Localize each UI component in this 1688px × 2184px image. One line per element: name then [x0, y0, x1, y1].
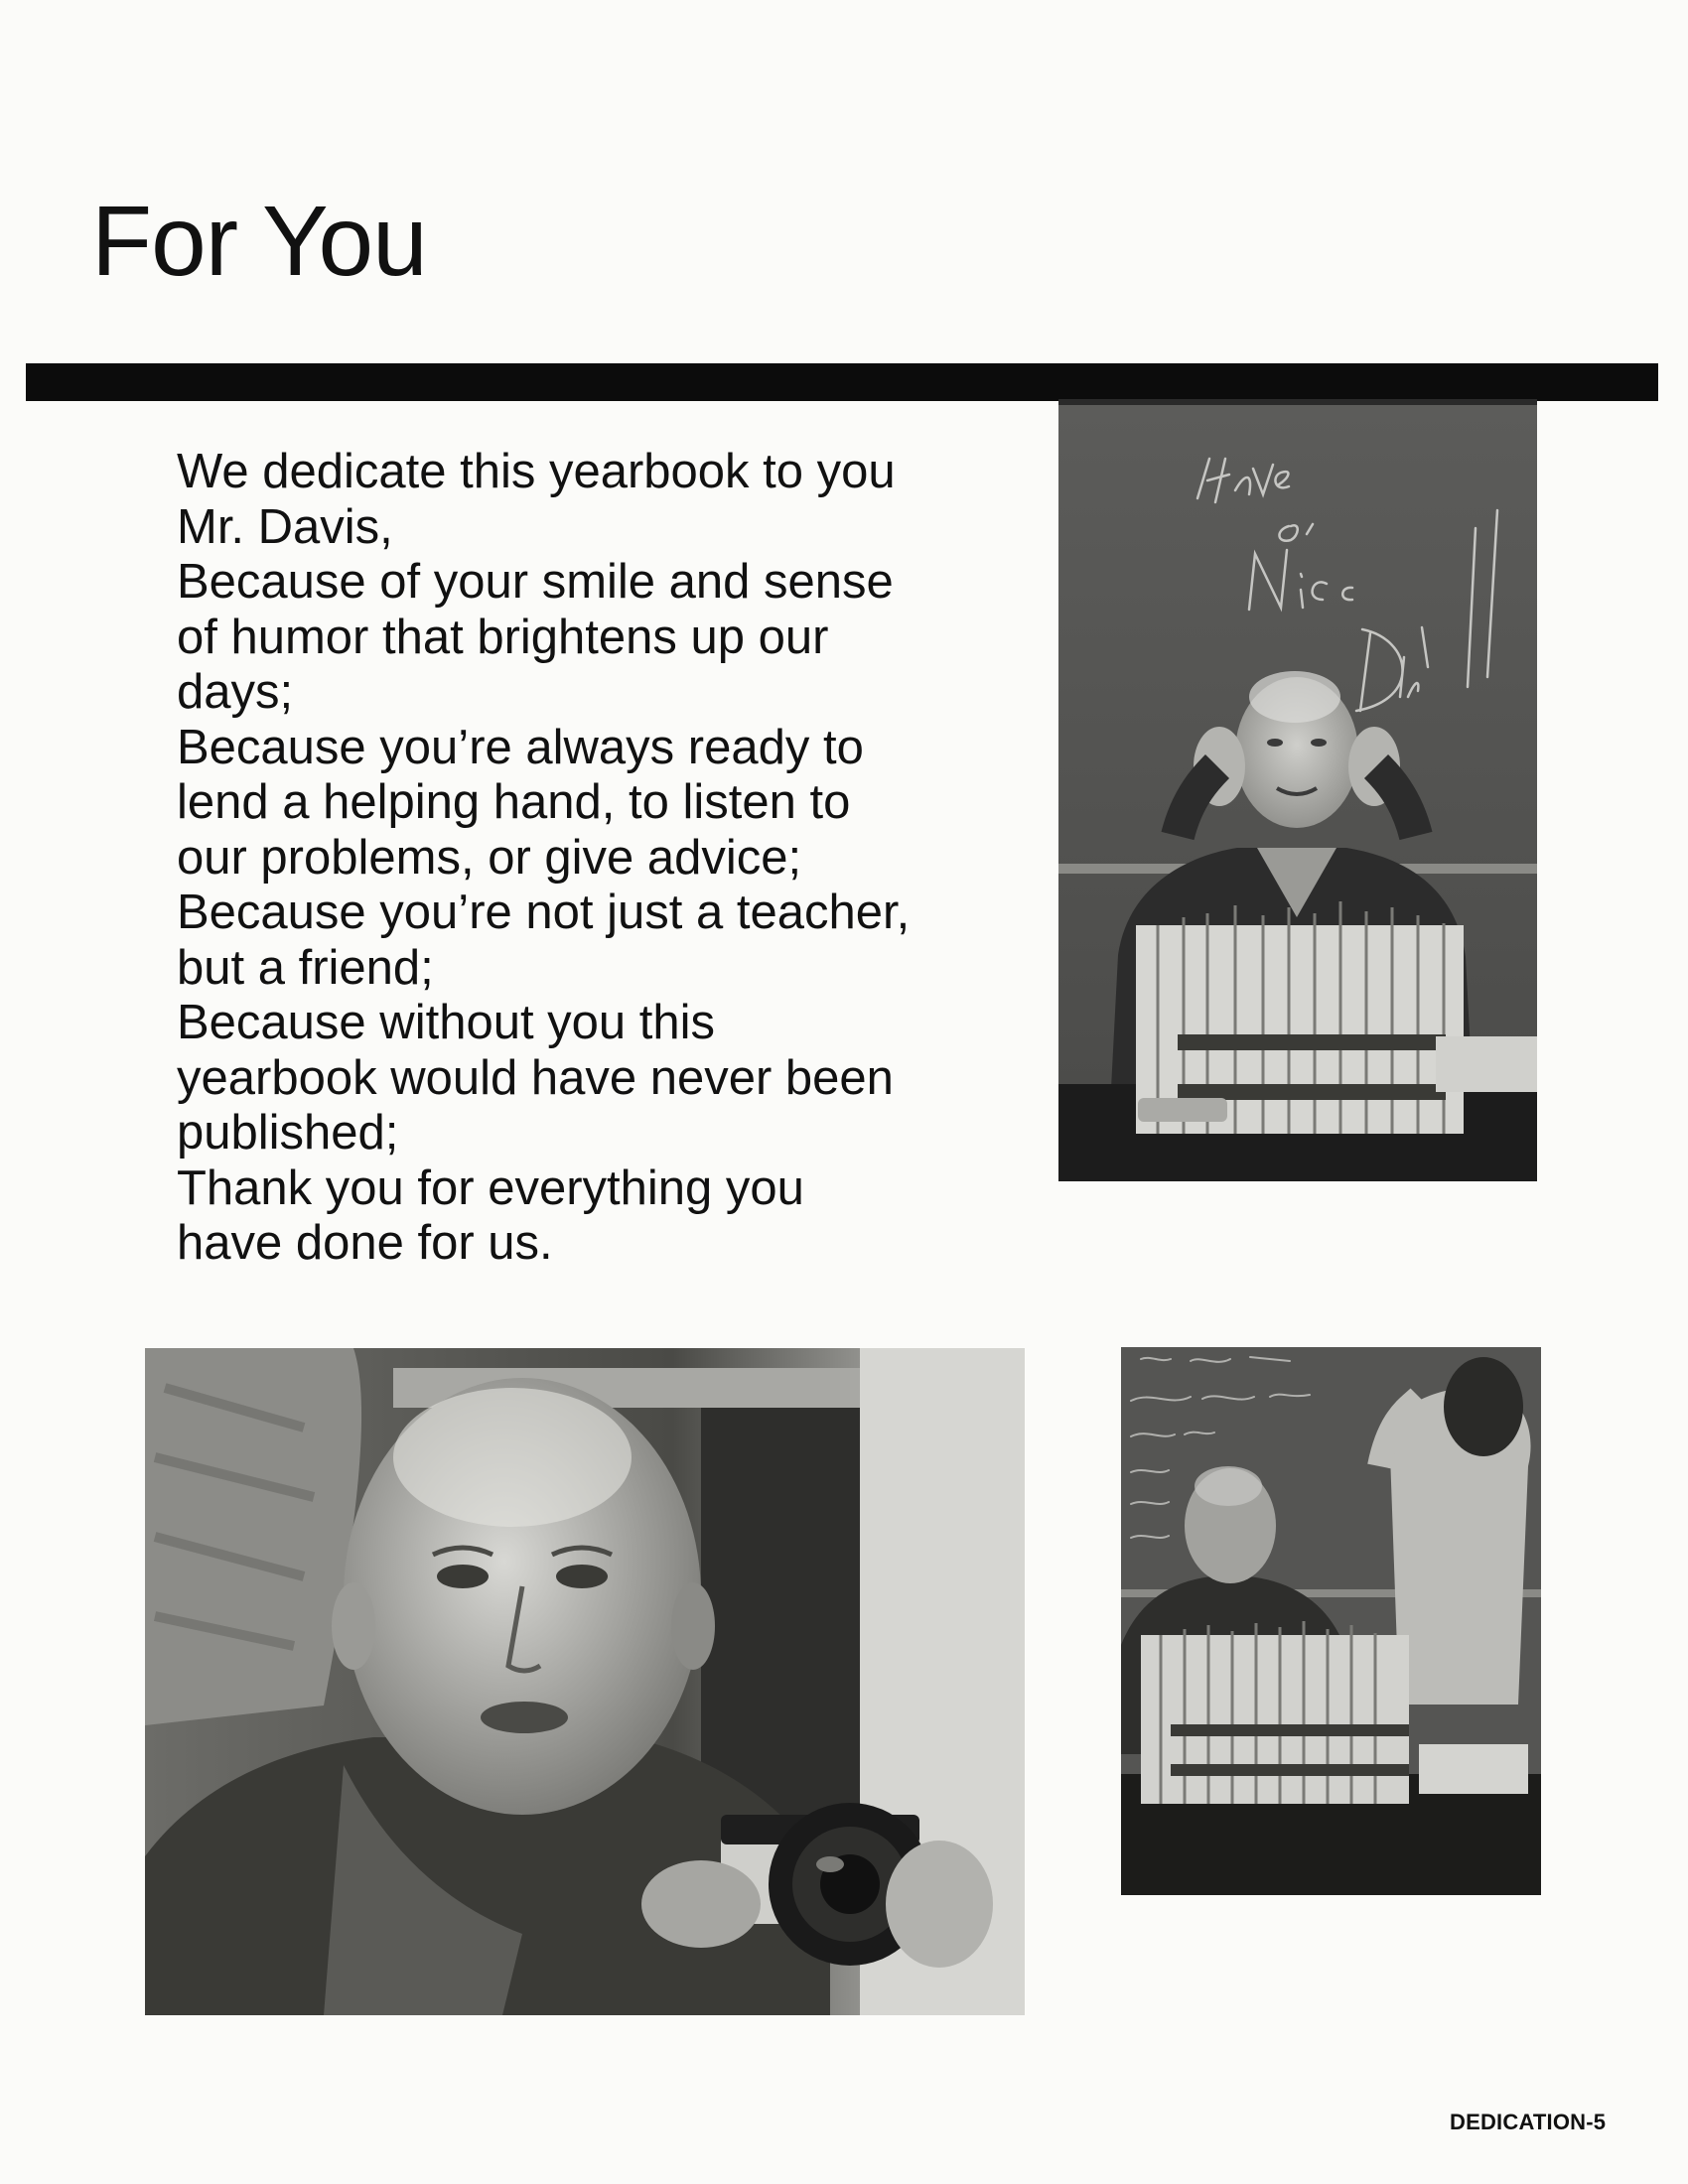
page-title: For You — [91, 186, 427, 297]
dedication-line: Because you’re not just a teacher, — [177, 886, 911, 939]
dedication-line: We dedicate this yearbook to you — [177, 445, 896, 498]
dedication-text — [177, 445, 971, 1272]
dedication-line: lend a helping hand, to listen to — [177, 775, 851, 829]
desk-scene-photo — [1121, 1347, 1541, 1895]
chalkboard-portrait-illustration — [1058, 399, 1537, 1181]
page-folio: DEDICATION-5 — [1450, 2110, 1607, 2134]
dedication-line: days; — [177, 665, 294, 719]
dedication-line: of humor that brightens up our — [177, 610, 829, 664]
camera-portrait-photo — [145, 1348, 1025, 2015]
header-rule-bar — [26, 363, 1658, 401]
dedication-line: Because without you this — [177, 996, 716, 1049]
dedication-line: Because you’re always ready to — [177, 720, 864, 774]
dedication-line: Because of your smile and sense — [177, 555, 894, 609]
desk-scene-illustration — [1121, 1347, 1541, 1895]
dedication-line: have done for us. — [177, 1216, 553, 1270]
dedication-line: our problems, or give advice; — [177, 830, 802, 885]
dedication-line: Mr. Davis, — [177, 499, 393, 554]
chalkboard-portrait-photo — [1058, 399, 1537, 1181]
dedication-line: Thank you for everything you — [177, 1160, 804, 1215]
dedication-line: published; — [177, 1106, 399, 1160]
camera-portrait-illustration — [145, 1348, 1025, 2015]
dedication-line: but a friend; — [177, 940, 434, 995]
dedication-line: yearbook would have never been — [177, 1050, 894, 1105]
